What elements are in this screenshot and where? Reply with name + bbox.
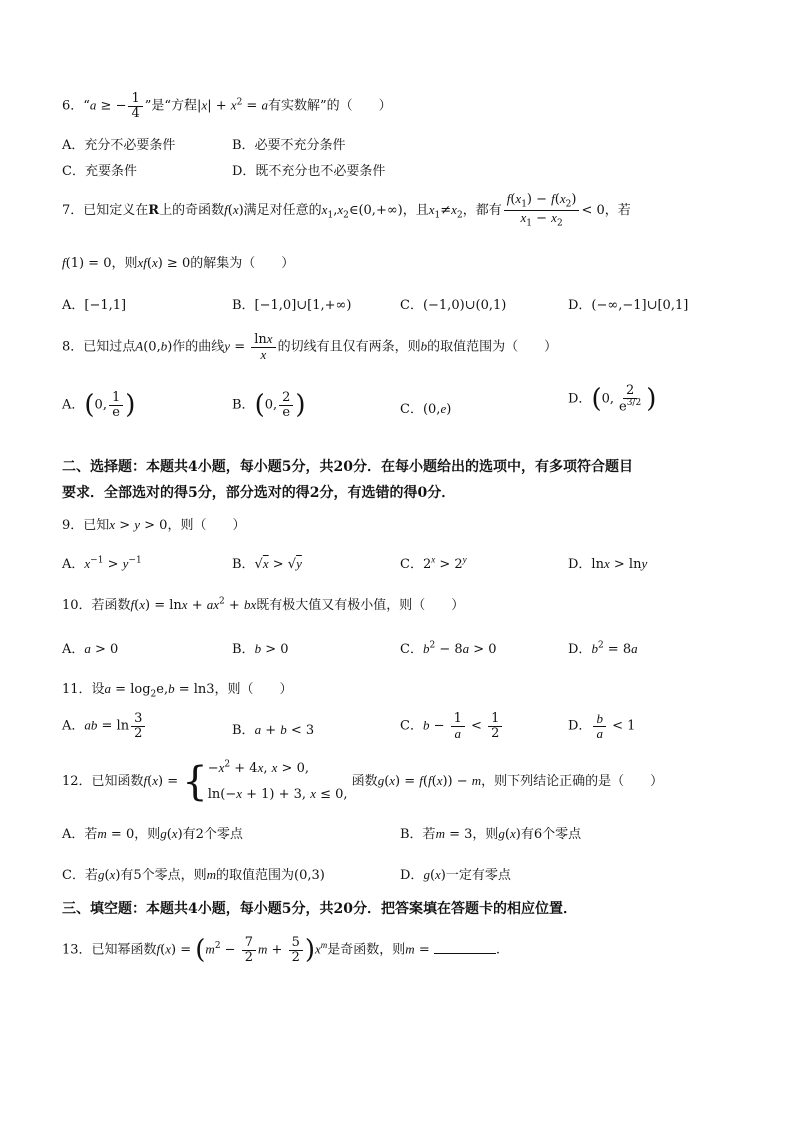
question-8-stem: 8．已知过点A(0,b)作的曲线y = $\frac{\ln x}{x}$ 的切线有且仅有两条，则b的取值范围为（ ） [62, 331, 558, 362]
question-9-stem: 9．已知x > y > 0，则（ ） [62, 517, 246, 533]
question-10-option-b: B．b > 0 [232, 641, 289, 657]
question-6-option-b: B．必要不充分条件 [232, 138, 346, 153]
question-6-stem: 6．“a ≥ − $\frac{1}{4}$ ”是“方程$|x| + x^2 = a$有实数解”的（ ） [62, 91, 392, 121]
question-11-option-d: D． $\frac{b}{a}$ < 1 [568, 711, 636, 741]
question-12-option-a: A．若m = 0，则g(x)有2个零点 [62, 826, 243, 842]
question-10-option-c: C．$b^2 - 8a > 0$ [400, 640, 497, 657]
question-6-option-d: D．既不充分也不必要条件 [232, 164, 386, 179]
question-11-stem: 11．设$a = \log_2e,b = \ln 3$，则（ ） [62, 681, 293, 700]
question-7-stem-line-2: f(1) = 0，则xf(x) ≥ 0的解集为（ ） [62, 255, 295, 271]
section-3-heading: 三、填空题：本题共4小题，每小题5分，共20分．把答案填在答题卡的相应位置． [62, 901, 577, 917]
question-7-option-b: B．[−1,0]∪[1,+∞) [232, 298, 352, 313]
question-9-option-c: C．$2^x > 2^y$ [400, 554, 467, 572]
answer-blank[interactable] [434, 953, 496, 954]
question-10-option-d: D．$b^2 = 8a$ [568, 640, 638, 657]
section-2-heading-line-1: 二、选择题：本题共4小题，每小题5分，共20分．在每小题给出的选项中，有多项符合题目 [62, 459, 633, 475]
question-6-option-a: A．充分不必要条件 [62, 138, 176, 153]
question-6-option-c: C．充要条件 [62, 164, 137, 179]
question-10-stem: 10．若函数$f(x) = \ln x + ax^2$ + bx既有极大值又有极小值，则（ ） [62, 596, 465, 613]
question-13-stem: 13．已知幂函数$f(x) = (m^2$ − $\frac{7}{2}$ m + $\frac{5}{2}$ )$x^m$是奇函数，则m = . [62, 934, 500, 965]
question-8-option-c: C．(0,e) [400, 401, 452, 417]
question-12-stem: 12．已知函数f(x) = { $-x^2 + 4x$, x > 0, ln(−x + 1) + 3, x ≤ 0, 函数g(x) = f(f(x)) − m，则下列结论正确的是（ ） [62, 758, 664, 805]
question-10-option-a: A．a > 0 [62, 641, 119, 657]
question-12-option-b: B．若m = 3，则g(x)有6个零点 [400, 826, 582, 842]
question-8-option-a: A．(0, $\frac{1}{e}$ ) [62, 389, 136, 420]
question-12-option-d: D．g(x)一定有零点 [400, 867, 511, 883]
question-11-option-c: C．b − $\frac{1}{a}$ < $\frac{1}{2}$ [400, 712, 504, 740]
question-9-option-a: A．$x^{-1} > y^{-1}$ [62, 555, 142, 572]
section-2-heading-line-2: 要求．全部选对的得5分，部分选对的得2分，有选错的得0分． [62, 485, 456, 501]
question-8-option-b: B．(0, $\frac{2}{e}$ ) [232, 389, 306, 420]
question-8-option-d: D．(0, $\frac{2}{e^{3/2}}$ ) [568, 383, 657, 415]
question-9-option-b: B．√x > √y [232, 556, 302, 572]
question-7-option-c: C．(−1,0)∪(0,1) [400, 298, 507, 313]
question-7-option-d: D．(−∞,−1]∪[0,1] [568, 298, 689, 313]
question-11-option-b: B．a + b < 3 [232, 722, 315, 738]
question-11-option-a: A．ab = ln $\frac{3}{2}$ [62, 712, 147, 740]
question-7-option-a: A．[−1,1] [62, 298, 127, 313]
question-9-option-d: D．lnx > lny [568, 556, 648, 572]
question-12-option-c: C．若g(x)有5个零点，则m的取值范围为(0,3) [62, 867, 325, 883]
question-7-stem-line-1: 7．已知定义在R上的奇函数f(x)满足对任意的$x_1,x_2\in(0,+\infty)$，且$x_1\ne x_2$，都有 $\frac{f(x_1) - f(x_2)}{x_1 - x_2}$ < 0，若 [62, 191, 631, 229]
